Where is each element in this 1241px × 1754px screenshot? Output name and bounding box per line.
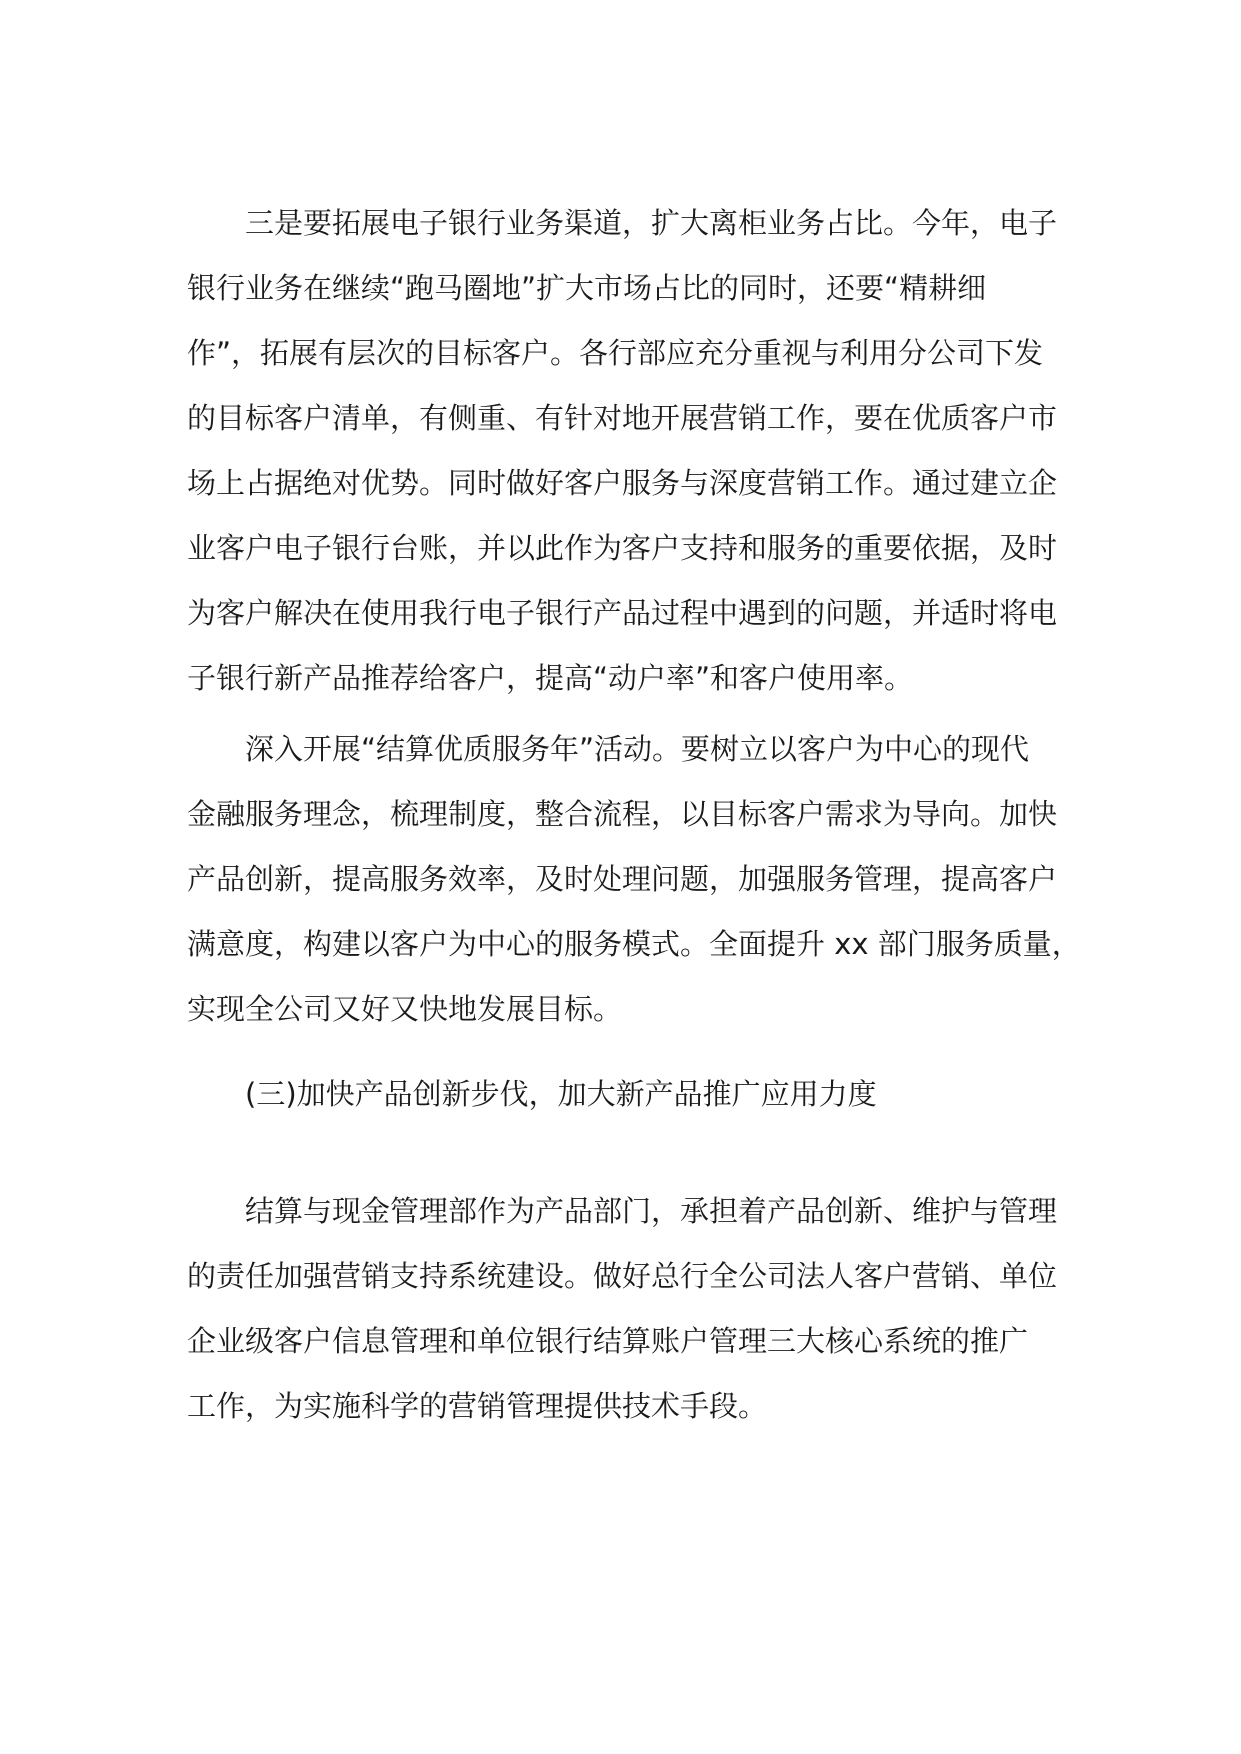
paragraph-line: 满意度，构建以客户为中心的服务模式。全面提升 xx 部门服务质量， — [187, 927, 1081, 961]
paragraph-line: 金融服务理念，梳理制度，整合流程，以目标客户需求为导向。加快 — [187, 797, 1058, 831]
paragraph-service-year — [187, 717, 1087, 1042]
paragraph-line: 工作，为实施科学的营销管理提供技术手段。 — [187, 1389, 768, 1423]
paragraph-line: 三是要拓展电子银行业务渠道，扩大离柜业务占比。今年，电子 — [245, 206, 1058, 240]
paragraph-product-dept — [187, 1179, 1087, 1439]
section-heading-text: (三)加快产品创新步伐，加大新产品推广应用力度 — [245, 1077, 877, 1111]
paragraph-line: 场上占据绝对优势。同时做好客户服务与深度营销工作。通过建立企 — [187, 466, 1058, 500]
paragraph-line: 为客户解决在使用我行电子银行产品过程中遇到的问题，并适时将电 — [187, 596, 1058, 630]
section-heading — [187, 1062, 1087, 1127]
paragraph-line: 企业级客户信息管理和单位银行结算账户管理三大核心系统的推广 — [187, 1324, 1029, 1358]
paragraph-line: 产品创新，提高服务效率，及时处理问题，加强服务管理，提高客户 — [187, 862, 1058, 896]
paragraph-line: 作”，拓展有层次的目标客户。各行部应充分重视与利用分公司下发 — [187, 336, 1044, 370]
paragraph-line: 业客户电子银行台账，并以此作为客户支持和服务的重要依据，及时 — [187, 531, 1058, 565]
paragraph-line: 深入开展“结算优质服务年”活动。要树立以客户为中心的现代 — [245, 732, 1030, 766]
paragraph-line: 的目标客户清单，有侧重、有针对地开展营销工作，要在优质客户市 — [187, 401, 1058, 435]
paragraph-line: 的责任加强营销支持系统建设。做好总行全公司法人客户营销、单位 — [187, 1259, 1058, 1293]
paragraph-line: 子银行新产品推荐给客户，提高“动户率”和客户使用率。 — [187, 661, 914, 695]
paragraph-line: 结算与现金管理部作为产品部门，承担着产品创新、维护与管理 — [245, 1194, 1058, 1228]
paragraph-line: 银行业务在继续“跑马圈地”扩大市场占比的同时，还要“精耕细 — [187, 271, 987, 305]
paragraph-line: 实现全公司又好又快地发展目标。 — [187, 992, 623, 1026]
paragraph-e-banking — [187, 191, 1087, 711]
